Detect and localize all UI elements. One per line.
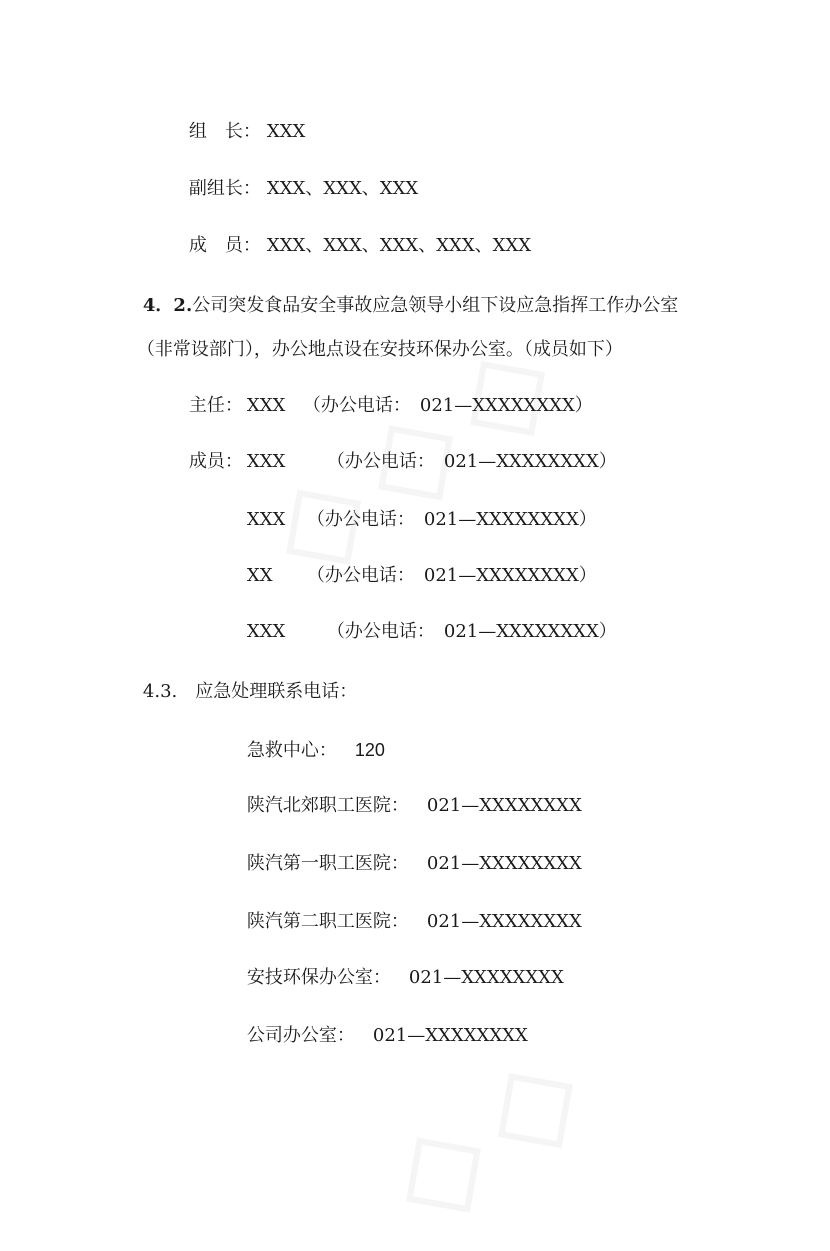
office-member-phone: （办公电话： 021—XXXXXXXX） [306, 509, 597, 530]
contact-label: 急救中心： [246, 740, 337, 761]
office-member-name: XXX [246, 621, 286, 642]
contact-value: 021—XXXXXXXX [408, 967, 564, 988]
members-label: 成 员： [188, 235, 261, 256]
contact-label: 公司办公室： [246, 1025, 355, 1046]
contact-label: 陕汽第一职工医院： [246, 853, 409, 874]
office-member-phone: （办公电话： 021—XXXXXXXX） [306, 565, 597, 586]
director-name: XXX [246, 395, 286, 416]
members-value: XXX、XXX、XXX、XXX、XXX [266, 235, 532, 256]
section-4-2-text1: 公司突发食品安全事故应急领导小组下设应急指挥工作办公室 [192, 295, 679, 316]
director-phone: （办公电话： 021—XXXXXXXX） [302, 395, 593, 416]
contact-label: 陕汽北郊职工医院： [246, 795, 409, 816]
contact-value: 021—XXXXXXXX [372, 1025, 528, 1046]
deputy-leader-label: 副组长： [188, 178, 261, 199]
section-4-2-number: 4．2. [142, 295, 193, 316]
contact-label: 安技环保办公室： [246, 967, 391, 988]
contact-value: 021—XXXXXXXX [426, 853, 582, 874]
contact-value: 120 [354, 740, 385, 760]
office-member-name: XX [246, 565, 273, 586]
director-label: 主任： [188, 395, 243, 416]
section-4-2-text2: （非常设部门），办公地点设在安技环保办公室。（成员如下） [136, 339, 623, 360]
leader-label: 组 长： [188, 121, 261, 142]
contact-label: 陕汽第二职工医院： [246, 911, 409, 932]
contact-value: 021—XXXXXXXX [426, 795, 582, 816]
office-member-name: XXX [246, 509, 286, 530]
office-member-phone: （办公电话： 021—XXXXXXXX） [326, 621, 617, 642]
office-members-label: 成员： [188, 451, 243, 472]
office-member-name: XXX [246, 451, 286, 472]
office-member-phone: （办公电话： 021—XXXXXXXX） [326, 451, 617, 472]
contact-line [224, 1000, 528, 1072]
leader-value: XXX [266, 121, 306, 142]
contact-value: 021—XXXXXXXX [426, 911, 582, 932]
deputy-leader-value: XXX、XXX、XXX [266, 178, 419, 199]
section-4-3-title-text: 4.3. 应急处理联系电话： [142, 681, 358, 702]
